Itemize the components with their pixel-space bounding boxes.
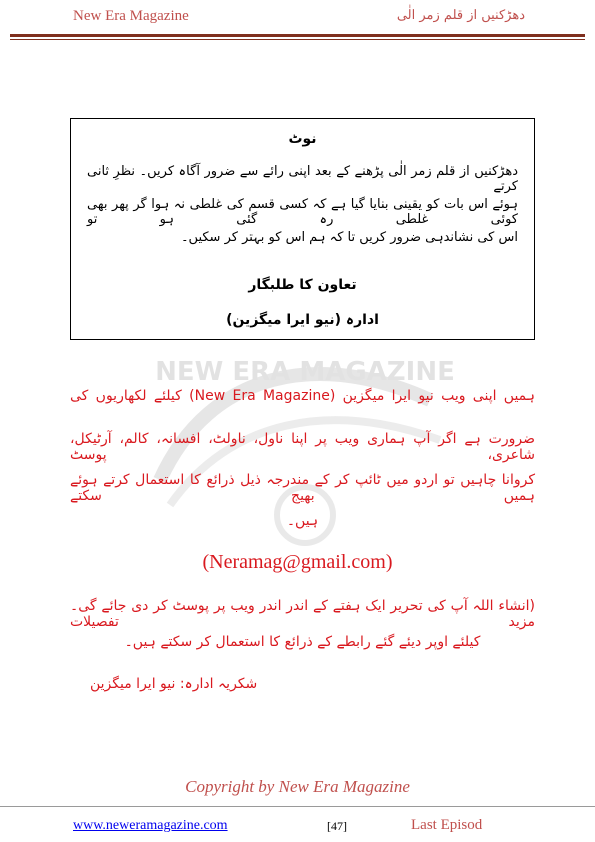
magazine-title: New Era Magazine xyxy=(73,8,189,24)
contact-email[interactable]: (Neramag@gmail.com) xyxy=(202,551,393,573)
announcement-line-5: (انشاء اللہ آپ کی تحریر ایک ہفتے کے اندر اندر ویب پر پوسٹ کر دی جائے گی۔ مزید تفصیلات xyxy=(70,598,535,630)
footer-rule xyxy=(0,806,595,807)
page-header xyxy=(0,0,595,34)
note-line-1: دھڑکنیں از قلم زمر الٰی پڑھنے کے بعد اپنی رائے سے ضرور آگاہ کریں۔ نظرِ ثانی کرتے xyxy=(87,164,518,194)
page-number: [47] xyxy=(327,819,347,833)
episode-label: Last Episod xyxy=(411,817,483,833)
header-rule-thin xyxy=(10,39,585,40)
announcement-line-2: ضرورت ہے اگر آپ ہماری ویب پر اپنا ناول، ناولٹ، افسانہ، کالم، آرٹیکل، شاعری، پوسٹ xyxy=(70,431,535,463)
copyright-text: Copyright by New Era Magazine xyxy=(185,777,410,796)
note-box xyxy=(70,118,535,340)
thanks-line: شکریہ ادارہ: نیو ایرا میگزین xyxy=(90,676,258,692)
note-title: نوٹ xyxy=(288,131,317,147)
story-title: دھڑکنیں از قلم زمر الٰی xyxy=(396,8,525,23)
announcement-line-6: کیلئے اوپر دیئے گئے رابطے کے ذرائع کا استعمال کر سکتے ہیں۔ xyxy=(124,634,481,650)
note-line-3: اس کی نشاندہی ضرور کریں تا کہ ہم اس کو بہتر کر سکیں۔ xyxy=(180,230,518,245)
signature-line-2: ادارہ (نیو ایرا میگزین) xyxy=(226,312,379,328)
announcement-line-1: ہمیں اپنی ویب نیو ایرا میگزین (New Era Magazine) کیلئے لکھاریوں کی xyxy=(70,388,535,404)
announcement-line-3: کروانا چاہیں تو اردو میں ٹائپ کر کے مندرجہ ذیل ذرائع کا استعمال کرتے ہوئے ہمیں بھیج سکتے xyxy=(70,472,535,504)
announcement-line-4: ہیں۔ xyxy=(286,513,319,529)
note-line-2: ہوئے اس بات کو یقینی بنایا گیا ہے کہ کسی قسم کی غلطی نہ ہوا گر پھر بھی کوئی غلطی رہ گئی ہو تو xyxy=(87,197,518,227)
header-rule-thick xyxy=(10,34,585,37)
signature-line-1: تعاون کا طلبگار xyxy=(248,277,357,293)
website-link[interactable]: www.neweramagazine.com xyxy=(73,818,228,833)
watermark-text: NEW ERA MAGAZINE xyxy=(155,357,455,387)
